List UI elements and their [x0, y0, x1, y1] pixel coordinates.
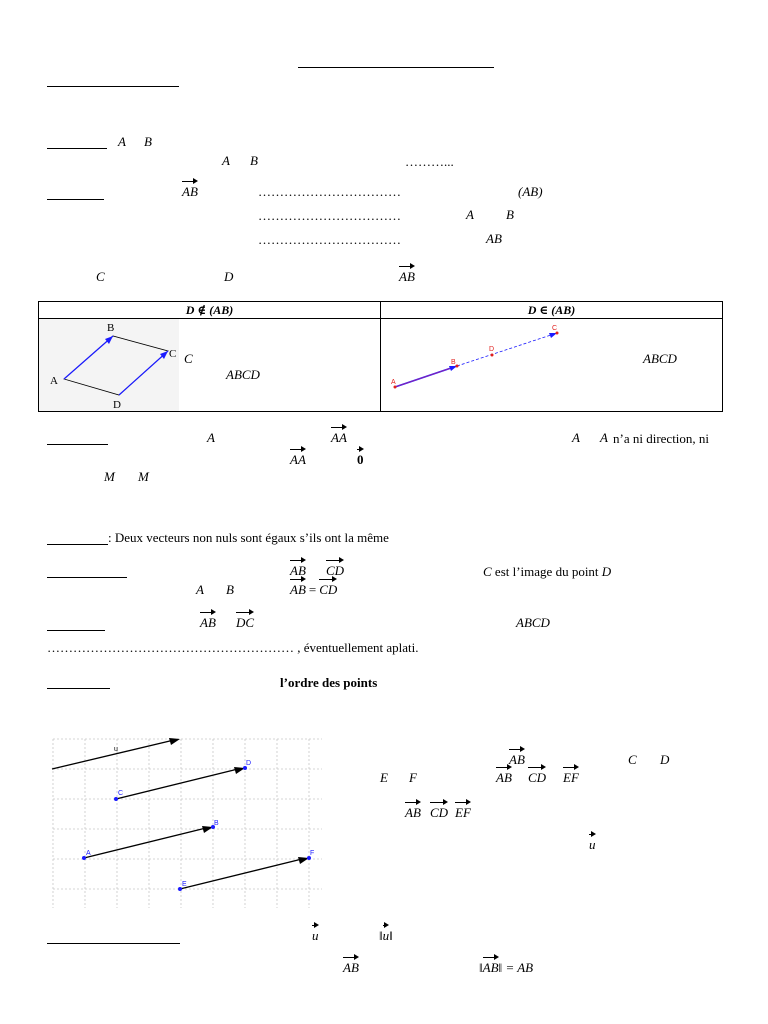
point-d: D [224, 269, 234, 284]
fig1-label-c: C [169, 348, 177, 360]
equal-vectors-underline [47, 544, 108, 545]
fig2-label-d: D [489, 346, 495, 353]
point-e: E [380, 770, 388, 785]
translation-underline [47, 577, 127, 578]
vector-ab: AB [343, 954, 359, 977]
equal-vectors-text: : Deux vecteurs non nuls sont égaux s’ils ont la même [108, 530, 389, 545]
point-a: A [118, 134, 126, 149]
vector-ab: AB [509, 746, 525, 769]
blank-sense: …………………………… [258, 208, 401, 223]
length-ab: AB [486, 231, 502, 246]
null-vector-text: n’a ni direction, ni [613, 431, 710, 446]
vector-ef: EF [455, 799, 471, 822]
point-m: M [104, 469, 115, 484]
table-cell-parallelogram [39, 319, 381, 412]
grid-label-f: F [310, 850, 315, 857]
table-cell-aligned [381, 319, 723, 412]
grid-label-a: A [86, 850, 91, 857]
parallelogram-dots: ………………………………………………… , éventuellement aplati. [47, 640, 419, 655]
point-f: F [409, 770, 417, 785]
vector-ab: AB [200, 609, 216, 632]
grid-label-u: u [114, 746, 118, 753]
vector-ab: AB [182, 178, 198, 201]
vector-aa: AA [290, 446, 306, 469]
quad-abcd: ABCD [643, 351, 677, 366]
fig2-label-b: B [451, 359, 456, 366]
parallelogram-underline [47, 630, 105, 631]
section-underline [47, 86, 179, 87]
point-a: A [207, 430, 215, 445]
fig2-label-c: C [552, 325, 558, 332]
zero-vector: 0 [357, 446, 364, 469]
fig1-label-b: B [107, 322, 115, 334]
construction-table [38, 301, 723, 412]
norm-ab-equality: ‖AB‖ = AB [479, 954, 533, 977]
table-header-on-line: D ∈ (AB) [381, 302, 723, 319]
blank-length: …………………………… [258, 232, 401, 247]
point-c: C [628, 752, 637, 767]
blank-dots: ………... [405, 154, 454, 169]
vector-ab: AB [290, 557, 306, 580]
def-label-underline [47, 148, 107, 149]
table-header-not-on-line: D ∉ (AB) [39, 302, 381, 319]
vector-u: u [589, 831, 596, 854]
point-a: A [466, 207, 474, 222]
image-text: C est l’image du point D [483, 564, 612, 579]
norm-u: ‖u‖ [379, 922, 393, 945]
point-c: C [184, 351, 193, 366]
line-ab: (AB) [518, 184, 543, 199]
grid-label-d: D [246, 760, 252, 767]
vector-cd: CD [326, 557, 344, 580]
null-vector-underline [47, 444, 108, 445]
vector-u: u [312, 922, 319, 945]
point-c: C [96, 269, 105, 284]
point-b: B [144, 134, 152, 149]
vector-cd: CD [528, 764, 546, 787]
def2-label-underline [47, 199, 104, 200]
parallelogram-figure [39, 319, 179, 411]
order-bold-text: l’ordre des points [280, 675, 378, 690]
point-m: M [138, 469, 149, 484]
vector-equality: AB = CD [290, 576, 337, 599]
grid-vectors-figure [50, 736, 330, 912]
point-b: B [506, 207, 514, 222]
title-underline [298, 67, 494, 68]
aligned-figure [387, 319, 577, 411]
point-a: A [572, 430, 580, 445]
blank-direction: …………………………… [258, 184, 401, 199]
vector-cd: CD [430, 799, 448, 822]
vector-aa: AA [331, 424, 347, 447]
grid-label-e: E [182, 881, 187, 888]
order-underline [47, 688, 110, 689]
vector-ab: AB [405, 799, 421, 822]
grid-label-b: B [214, 820, 219, 827]
quad-abcd: ABCD [516, 615, 550, 630]
vector-dc: DC [236, 609, 254, 632]
vector-ab: AB [496, 764, 512, 787]
point-a: A [600, 430, 608, 445]
norm-underline [47, 943, 180, 944]
grid-label-c: C [118, 790, 124, 797]
point-a: A [196, 582, 204, 597]
point-b: B [226, 582, 234, 597]
vector-ef: EF [563, 764, 579, 787]
quad-abcd: ABCD [226, 367, 260, 382]
point-d: D [660, 752, 670, 767]
fig1-label-a: A [50, 375, 58, 387]
fig1-label-d: D [113, 399, 121, 411]
point-a: A [222, 153, 230, 168]
vector-ab: AB [399, 263, 415, 286]
fig2-label-a: A [391, 379, 396, 386]
point-b: B [250, 153, 258, 168]
